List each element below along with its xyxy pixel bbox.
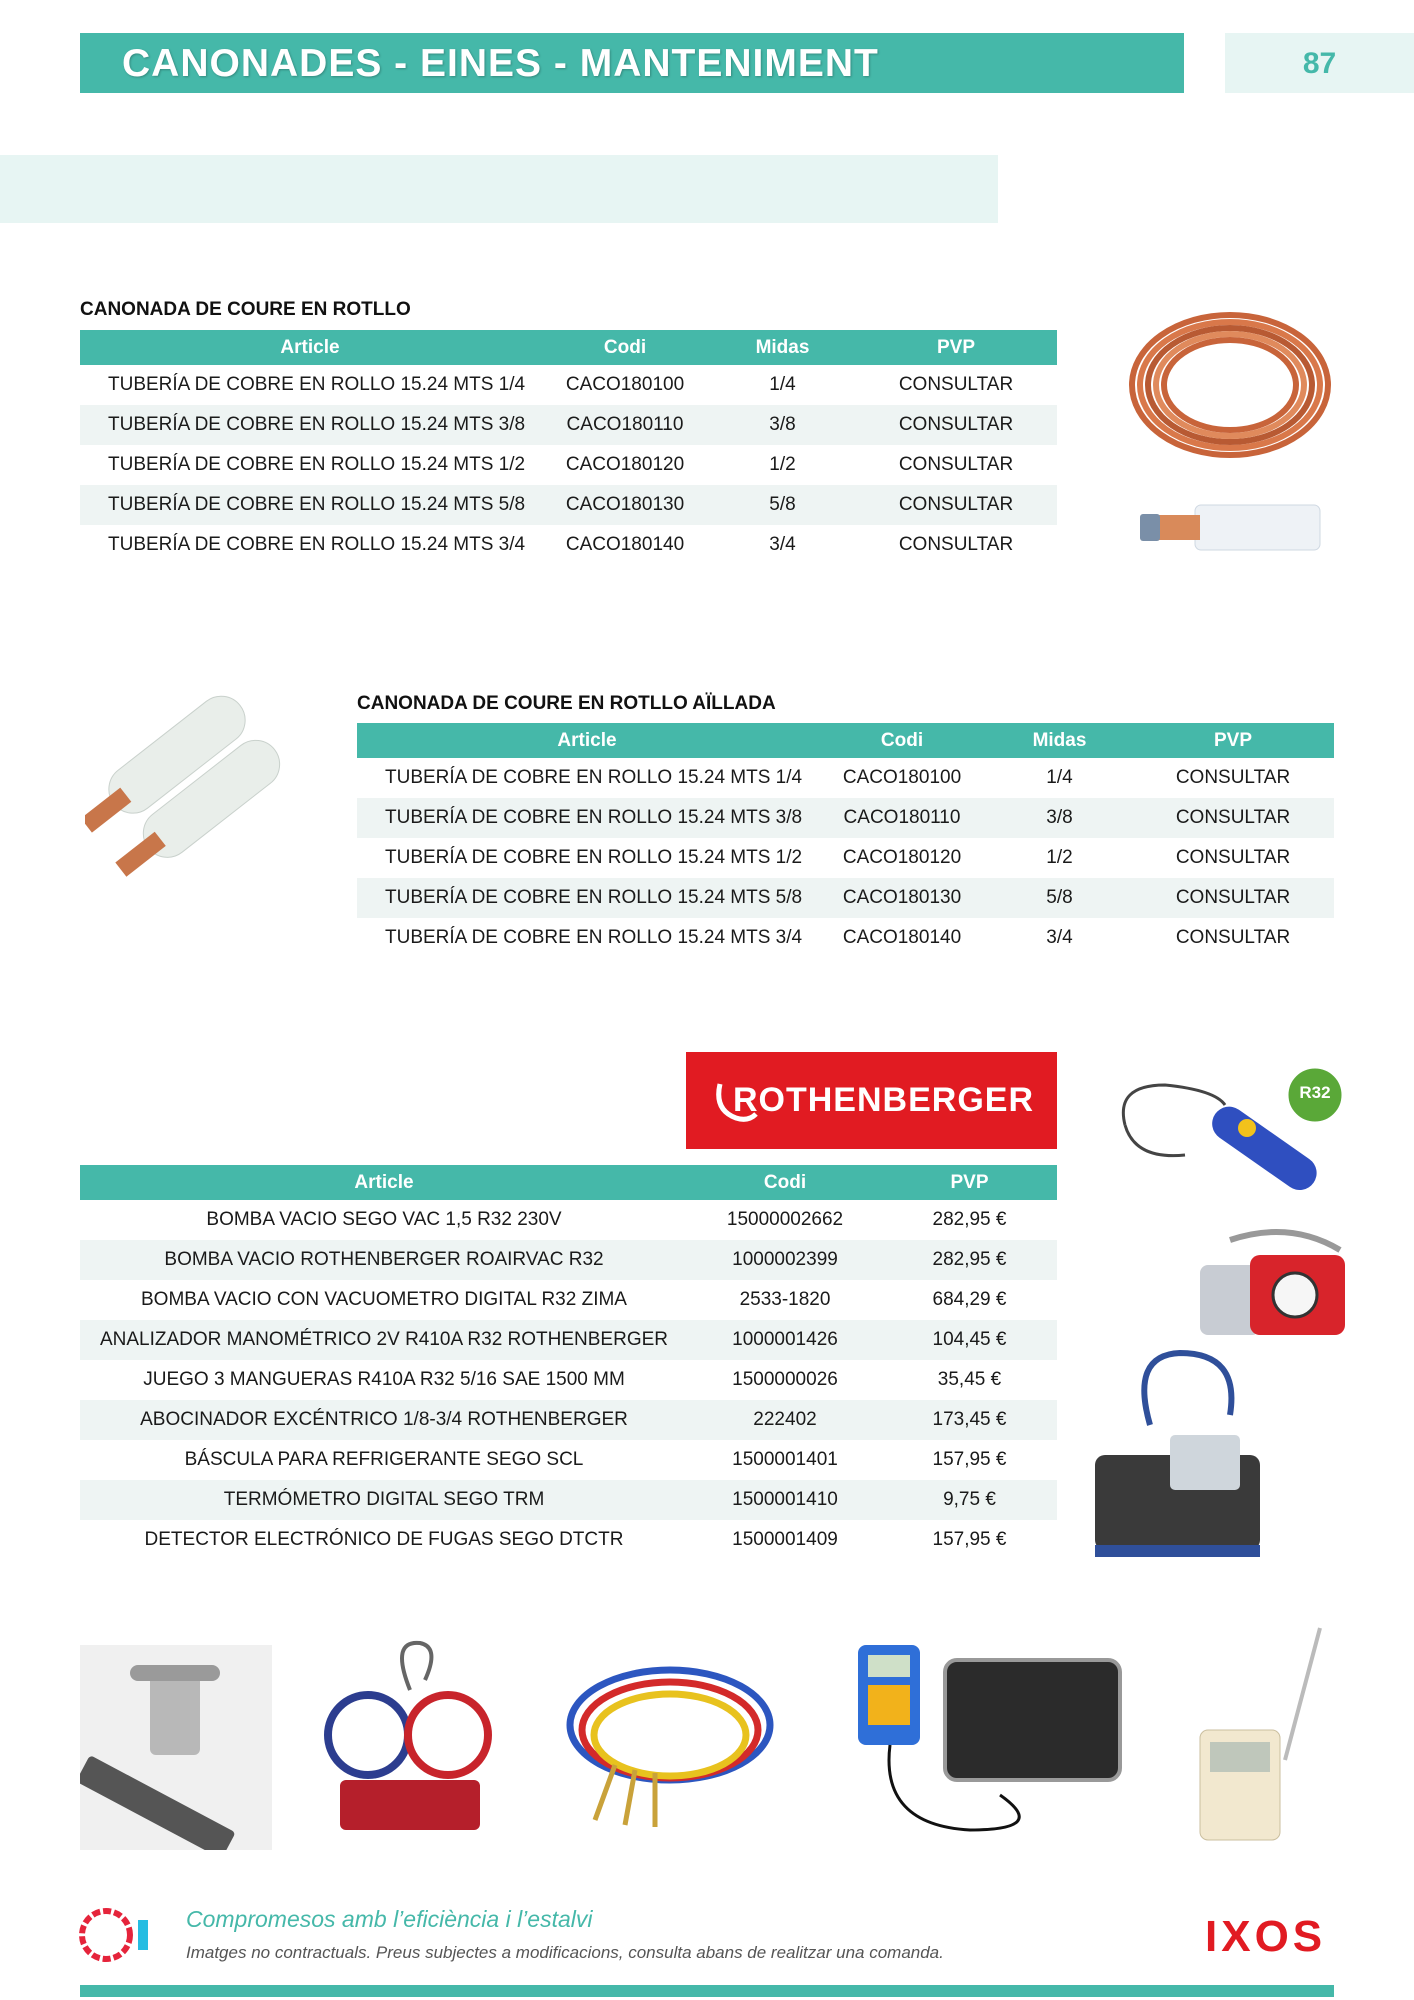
- size-cell: 1/4: [1046, 767, 1073, 788]
- table-row: [357, 758, 1334, 798]
- insulated-pipe-image: [1135, 500, 1325, 555]
- column-header: Codi: [817, 723, 987, 758]
- column-header: Midas: [987, 723, 1132, 758]
- table-row: [80, 1400, 1057, 1440]
- article-cell: BOMBA VACIO SEGO VAC 1,5 R32 230V: [206, 1209, 562, 1230]
- code-cell: CACO180120: [565, 454, 685, 475]
- table-header-row: [357, 723, 1334, 758]
- page-title: CANONADES - EINES - MANTENIMENT: [122, 42, 879, 85]
- copper-coil-image: [1120, 300, 1340, 470]
- code-cell: 1500001401: [732, 1449, 838, 1470]
- decorative-band: [0, 155, 998, 223]
- flaring-tool-image: [80, 1645, 272, 1850]
- code-cell: 15000002662: [726, 1209, 844, 1230]
- price-cell: 9,75 €: [882, 1480, 1057, 1520]
- section-title-insulated-copper-coil: CANONADA DE COURE EN ROTLLO AÏLLADA: [357, 693, 776, 714]
- table-row: [80, 1480, 1057, 1520]
- digital-thermometer-image: [1190, 1620, 1340, 1850]
- price-cell: 282,95 €: [882, 1240, 1057, 1280]
- article-cell: TUBERÍA DE COBRE EN ROLLO 15.24 MTS 5/8: [80, 485, 540, 525]
- table-row: [80, 1360, 1057, 1400]
- article-cell: BOMBA VACIO CON VACUOMETRO DIGITAL R32 ZIMA: [141, 1289, 627, 1310]
- code-cell: 1500001410: [688, 1480, 882, 1520]
- price-cell: CONSULTAR: [1132, 798, 1334, 838]
- column-header: PVP: [1132, 723, 1334, 758]
- size-cell: 1/2: [1046, 847, 1073, 868]
- price-cell: 157,95 €: [932, 1449, 1007, 1470]
- insulated-copper-coil-table: [357, 723, 1334, 958]
- price-cell: 35,45 €: [937, 1369, 1002, 1390]
- code-cell: CACO180110: [540, 405, 710, 445]
- table-row: [80, 365, 1057, 405]
- size-cell: 3/8: [710, 405, 855, 445]
- price-cell: CONSULTAR: [855, 485, 1057, 525]
- code-cell: 1500000026: [732, 1369, 838, 1390]
- table-row: [80, 1240, 1057, 1280]
- column-header: PVP: [882, 1165, 1057, 1200]
- article-cell: JUEGO 3 MANGUERAS R410A R32 5/16 SAE 1500 MM: [143, 1369, 625, 1390]
- code-cell: CACO180130: [540, 485, 710, 525]
- column-header: PVP: [855, 330, 1057, 365]
- table-row: [357, 918, 1334, 958]
- column-header: Article: [357, 723, 817, 758]
- article-cell: ANALIZADOR MANOMÉTRICO 2V R410A R32 ROTHENBERGER: [80, 1320, 688, 1360]
- table-row: [80, 1320, 1057, 1360]
- table-row: [357, 798, 1334, 838]
- footer-tagline: Compromesos amb l’eficiència i l’estalvi: [186, 1906, 593, 1932]
- article-cell: TUBERÍA DE COBRE EN ROLLO 15.24 MTS 3/4: [108, 534, 526, 555]
- price-cell: CONSULTAR: [898, 534, 1014, 555]
- article-cell: TUBERÍA DE COBRE EN ROLLO 15.24 MTS 3/8: [357, 798, 817, 838]
- code-cell: 1000001426: [688, 1320, 882, 1360]
- size-cell: 1/4: [769, 374, 796, 395]
- size-cell: 3/8: [987, 798, 1132, 838]
- table-row: [357, 878, 1334, 918]
- column-header: Article: [80, 1165, 688, 1200]
- price-cell: CONSULTAR: [855, 405, 1057, 445]
- article-cell: TUBERÍA DE COBRE EN ROLLO 15.24 MTS 5/8: [357, 878, 817, 918]
- section-title-copper-coil: CANONADA DE COURE EN ROTLLO: [80, 299, 411, 320]
- code-cell: 1000002399: [688, 1240, 882, 1280]
- vacuum-pump-image: [1190, 1225, 1355, 1345]
- table-row: [80, 1440, 1057, 1480]
- table-row: [80, 445, 1057, 485]
- page-number: 87: [1302, 47, 1337, 80]
- code-cell: CACO180100: [842, 767, 962, 788]
- tools-table: [80, 1165, 1057, 1560]
- code-cell: 2533-1820: [739, 1289, 831, 1310]
- copper-coil-table: [80, 330, 1057, 565]
- code-cell: CACO180140: [842, 927, 962, 948]
- article-cell: TUBERÍA DE COBRE EN ROLLO 15.24 MTS 3/4: [385, 927, 803, 948]
- rothenberger-logo-text: ROTHENBERGER: [732, 1081, 1035, 1119]
- article-cell: TUBERÍA DE COBRE EN ROLLO 15.24 MTS 1/2: [385, 847, 803, 868]
- manifold-gauge-image: [320, 1635, 495, 1850]
- table-row: [80, 525, 1057, 565]
- digital-vacuum-pump-image: [1090, 1345, 1265, 1570]
- article-cell: TERMÓMETRO DIGITAL SEGO TRM: [80, 1480, 688, 1520]
- table-row: [80, 1520, 1057, 1560]
- price-cell: 684,29 €: [932, 1289, 1007, 1310]
- insulated-double-pipe-image: [85, 690, 300, 900]
- r32-badge-label: R32: [1299, 1083, 1331, 1102]
- table-row: [80, 1200, 1057, 1240]
- column-header: Codi: [540, 330, 710, 365]
- table-row: [80, 485, 1057, 525]
- article-cell: BÁSCULA PARA REFRIGERANTE SEGO SCL: [184, 1449, 584, 1470]
- column-header: Midas: [710, 330, 855, 365]
- price-cell: 157,95 €: [932, 1529, 1007, 1550]
- price-cell: CONSULTAR: [1132, 878, 1334, 918]
- column-header: Article: [80, 330, 540, 365]
- code-cell: 222402: [688, 1400, 882, 1440]
- code-cell: CACO180120: [842, 847, 962, 868]
- table-row: [80, 405, 1057, 445]
- article-cell: TUBERÍA DE COBRE EN ROLLO 15.24 MTS 3/8: [80, 405, 540, 445]
- ixos-logo: IXOS: [1205, 1912, 1327, 1961]
- price-cell: CONSULTAR: [1175, 927, 1291, 948]
- code-cell: CACO180110: [817, 798, 987, 838]
- code-cell: 1500001409: [732, 1529, 838, 1550]
- article-cell: TUBERÍA DE COBRE EN ROLLO 15.24 MTS 1/4: [108, 374, 526, 395]
- bottom-bar: [80, 1985, 1334, 1997]
- size-cell: 1/2: [769, 454, 796, 475]
- article-cell: TUBERÍA DE COBRE EN ROLLO 15.24 MTS 1/2: [108, 454, 526, 475]
- price-cell: CONSULTAR: [898, 454, 1014, 475]
- price-cell: 173,45 €: [882, 1400, 1057, 1440]
- article-cell: TUBERÍA DE COBRE EN ROLLO 15.24 MTS 1/4: [385, 767, 803, 788]
- size-cell: 5/8: [987, 878, 1132, 918]
- price-cell: CONSULTAR: [1175, 847, 1291, 868]
- price-cell: CONSULTAR: [1175, 767, 1291, 788]
- article-cell: ABOCINADOR EXCÉNTRICO 1/8-3/4 ROTHENBERGER: [80, 1400, 688, 1440]
- column-header: Codi: [688, 1165, 882, 1200]
- table-row: [357, 838, 1334, 878]
- size-cell: 3/4: [1046, 927, 1073, 948]
- price-cell: CONSULTAR: [898, 374, 1014, 395]
- price-cell: 104,45 €: [882, 1320, 1057, 1360]
- refrigerant-scale-image: [850, 1635, 1130, 1850]
- footer-disclaimer: Imatges no contractuals. Preus subjectes a modificacions, consulta abans de realitzar una comanda.: [186, 1943, 944, 1962]
- refrigerant-hoses-image: [555, 1645, 785, 1835]
- size-cell: 5/8: [710, 485, 855, 525]
- code-cell: CACO180140: [565, 534, 685, 555]
- article-cell: BOMBA VACIO ROTHENBERGER ROAIRVAC R32: [80, 1240, 688, 1280]
- price-cell: 282,95 €: [932, 1209, 1007, 1230]
- table-header-row: [80, 330, 1057, 365]
- article-cell: DETECTOR ELECTRÓNICO DE FUGAS SEGO DTCTR: [144, 1529, 624, 1550]
- code-cell: CACO180130: [817, 878, 987, 918]
- table-row: [80, 1280, 1057, 1320]
- size-cell: 3/4: [769, 534, 796, 555]
- agenda-2030-logo: [78, 1908, 158, 1963]
- code-cell: CACO180100: [565, 374, 685, 395]
- table-header-row: [80, 1165, 1057, 1200]
